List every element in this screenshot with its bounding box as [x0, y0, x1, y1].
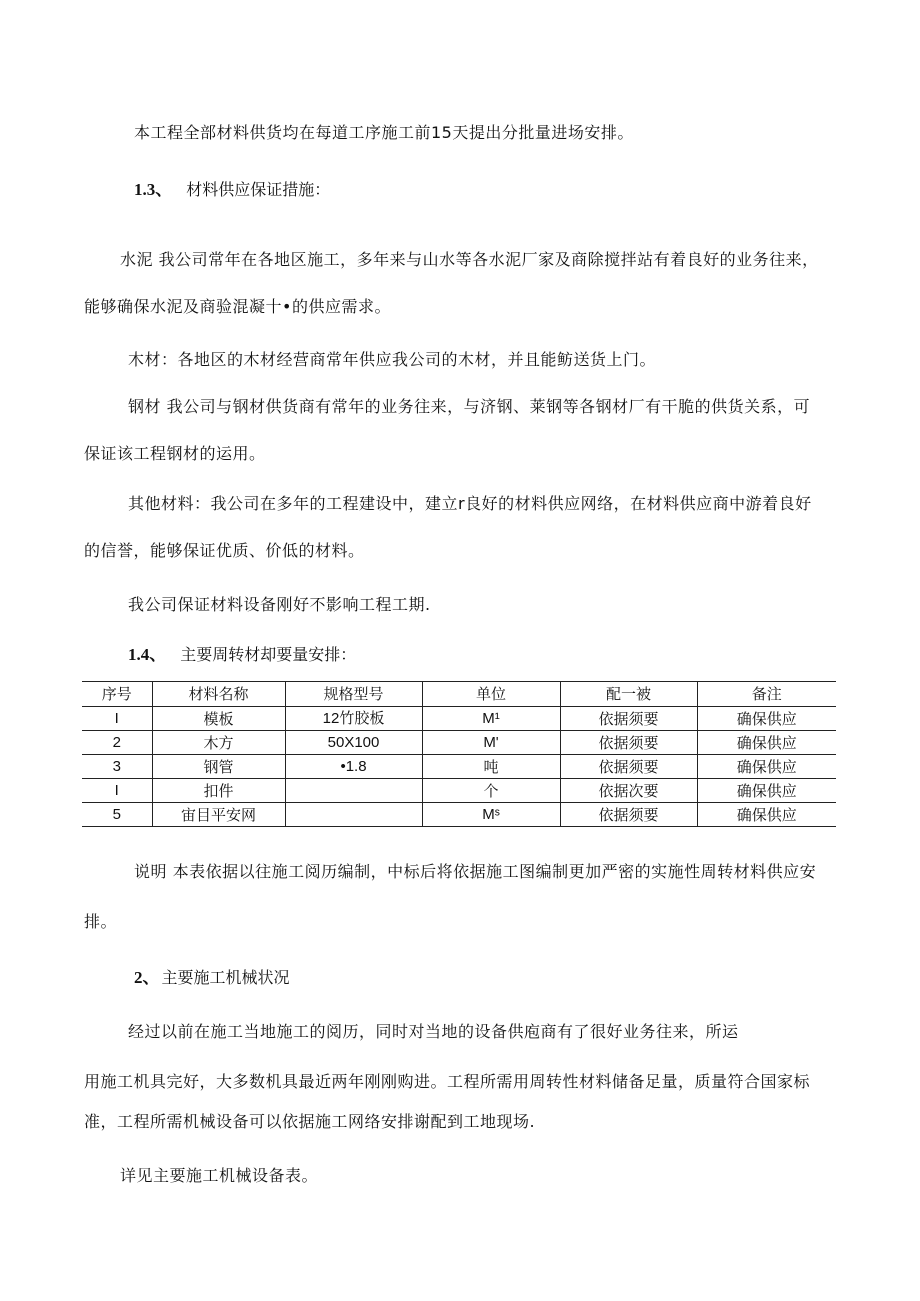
cell-material-name: 扣件: [152, 779, 285, 803]
cell-material-name: 木方: [152, 731, 285, 755]
heading-2-number: 2、: [134, 968, 160, 987]
cell-specification: [285, 803, 422, 827]
paragraph-table-note-line-1: 说明 本表依据以往施工阅历编制，中标后将依据施工图编制更加严密的实施性周转材料供应安: [134, 862, 817, 881]
cell-unit: M¹: [422, 707, 560, 731]
paragraph-wood: 木材：各地区的木材经营商常年供应我公司的木材，并且能鲂送货上门。: [128, 350, 657, 369]
header-remark: 备注: [697, 682, 836, 707]
cell-specification: 12竹胶板: [285, 707, 422, 731]
table-row: [82, 779, 836, 803]
cell-allocation: 依据须要: [560, 803, 697, 827]
cell-remark: 确保供应: [697, 803, 836, 827]
paragraph-machinery-line-2: 用施工机具完好，大多数机具最近两年刚刚购进。工程所需用周转性材料储备足量，质量符合国家标: [84, 1072, 811, 1091]
cell-allocation: 依据须要: [560, 755, 697, 779]
header-index: 序号: [82, 682, 152, 707]
paragraph-steel-line-2: 保证该工程钢材的运用。: [84, 444, 266, 463]
paragraph-see-equipment-table: 详见主要施工机械设备表。: [120, 1166, 319, 1185]
header-specification: 规格型号: [285, 682, 422, 707]
paragraph-schedule: 本工程全部材料供货均在每道工序施工前15天提出分批量进场安排。: [134, 123, 634, 142]
table-row: [82, 707, 836, 731]
turnover-materials-table: [82, 681, 836, 827]
cell-remark: 确保供应: [697, 731, 836, 755]
paragraph-other-line-2: 的信誉，能够保证优质、价低的材料。: [84, 541, 365, 560]
heading-2-title: 主要施工机械状况: [161, 968, 290, 987]
paragraph-machinery-line-3: 准，工程所需机械设备可以依据施工网络安排谢配到工地现场.: [84, 1112, 536, 1131]
table-row: [82, 755, 836, 779]
cell-index: 2: [82, 731, 152, 755]
heading-1-4-title: 主要周转材却要量安排：: [180, 645, 357, 664]
cell-specification: 50X100: [285, 731, 422, 755]
cell-material-name: 钢管: [152, 755, 285, 779]
heading-1-3: [134, 180, 330, 200]
cell-specification: [285, 779, 422, 803]
cell-specification: •1.8: [285, 755, 422, 779]
paragraph-cement-line-1: 水泥 我公司常年在各地区施工，多年来与山水等各水泥厂家及商除搅拌站有着良好的业务往来，: [120, 250, 819, 269]
heading-2: [134, 968, 290, 988]
heading-1-3-number: 1.3、: [134, 180, 173, 199]
cell-unit: Mˢ: [422, 803, 560, 827]
paragraph-cement-line-2: 能够确保水泥及商验混凝十•的供应需求。: [84, 297, 391, 316]
paragraph-guarantee: 我公司保证材料设备刚好不影响工程工期.: [128, 595, 431, 614]
table-row: [82, 731, 836, 755]
paragraph-other-line-1: 其他材料：我公司在多年的工程建设中，建立r良好的材料供应网络，在材料供应商中游着良好: [128, 494, 812, 513]
cell-unit: 个: [422, 779, 560, 803]
cell-unit: 吨: [422, 755, 560, 779]
paragraph-table-note-line-2: 排。: [84, 912, 118, 931]
cell-unit: M': [422, 731, 560, 755]
cell-remark: 确保供应: [697, 779, 836, 803]
cell-material-name: 宙目平安网: [152, 803, 285, 827]
cell-remark: 确保供应: [697, 755, 836, 779]
cell-allocation: 依据须要: [560, 731, 697, 755]
cell-index: I: [82, 779, 152, 803]
table-header-row: [82, 682, 836, 707]
table-row: [82, 803, 836, 827]
header-unit: 单位: [422, 682, 560, 707]
header-material-name: 材料名称: [152, 682, 285, 707]
cell-index: I: [82, 707, 152, 731]
header-allocation: 配一被: [560, 682, 697, 707]
cell-allocation: 依据次要: [560, 779, 697, 803]
cell-material-name: 模板: [152, 707, 285, 731]
heading-1-3-title: 材料供应保证措施：: [186, 180, 331, 199]
cell-index: 3: [82, 755, 152, 779]
paragraph-steel-line-1: 钢材 我公司与钢材供货商有常年的业务往来，与济钢、莱钢等各钢材厂有干脆的供货关系，可: [128, 397, 811, 416]
heading-1-4: [128, 645, 356, 665]
paragraph-machinery-line-1: 经过以前在施工当地施工的阅历，同时对当地的设备供庖商有了很好业务往来，所运: [128, 1022, 739, 1041]
cell-remark: 确保供应: [697, 707, 836, 731]
heading-1-4-number: 1.4、: [128, 645, 167, 664]
cell-index: 5: [82, 803, 152, 827]
cell-allocation: 依据须要: [560, 707, 697, 731]
